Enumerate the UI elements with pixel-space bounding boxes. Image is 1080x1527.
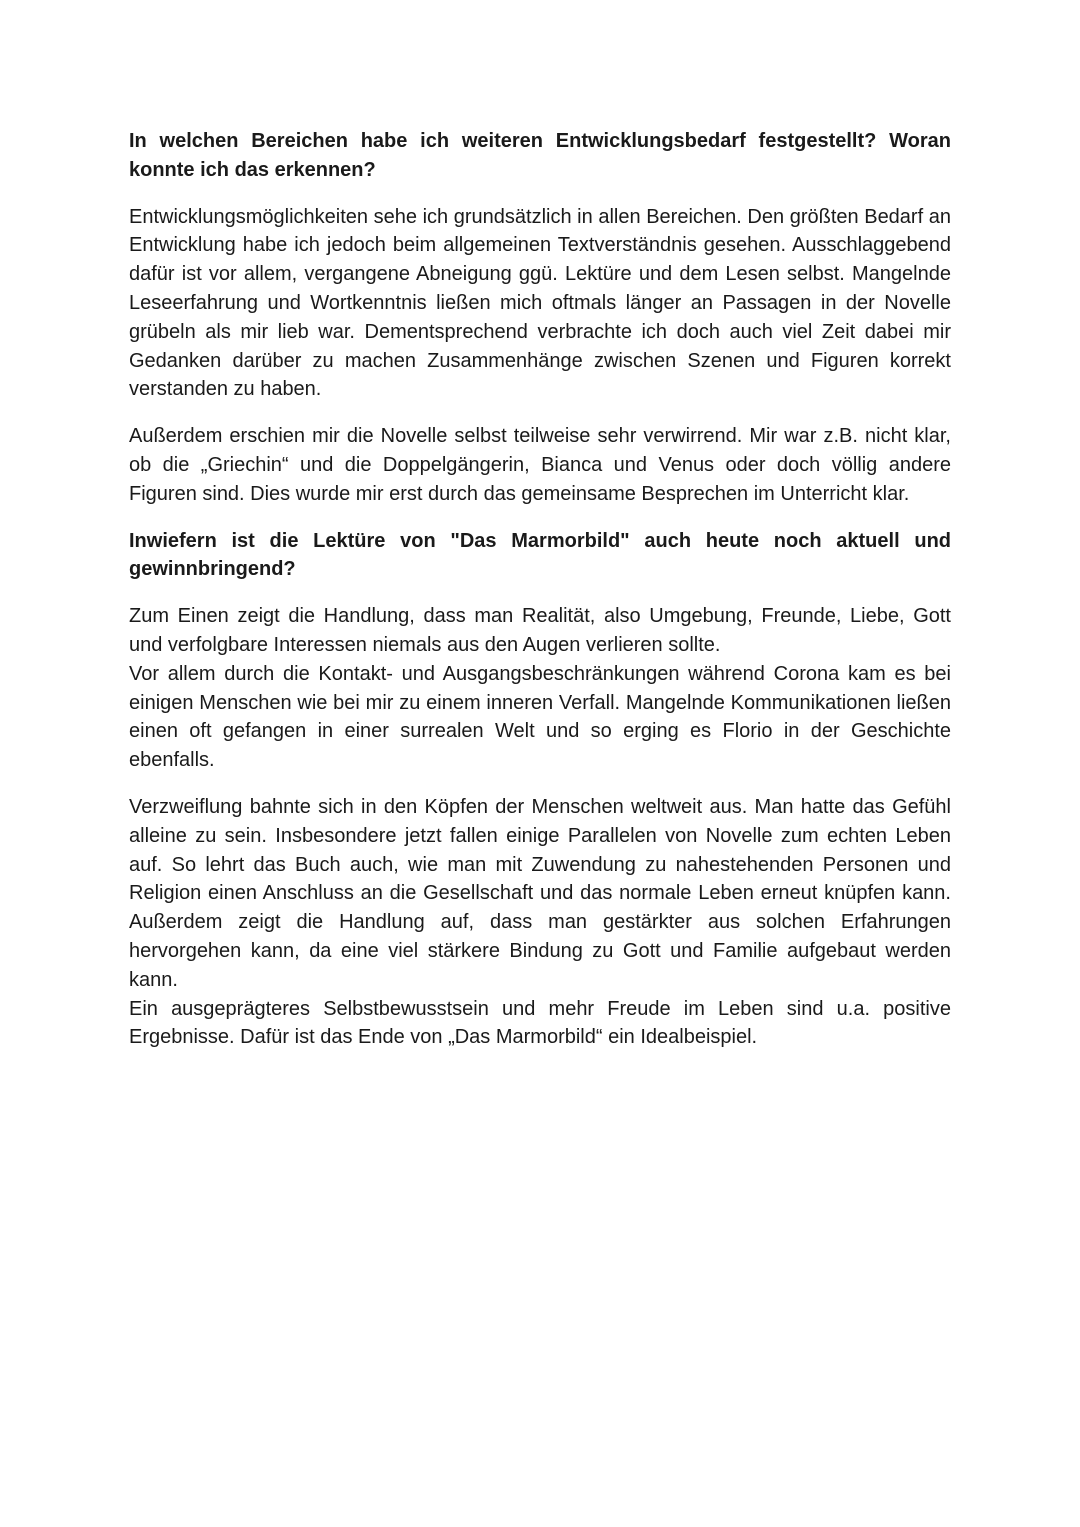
- document-page: [129, 127, 951, 1070]
- section1-paragraph-2: Außerdem erschien mir die Novelle selbst teilweise sehr verwirrend. Mir war z.B. nicht klar, ob die „Griechin“ und die Doppelgängerin, Bianca und Venus oder doch völlig andere Figuren sind. Dies wurde mir erst durch das gemeinsame Besprechen im Unterricht klar.: [129, 425, 951, 505]
- section2-paragraph-1: Zum Einen zeigt die Handlung, dass man Realität, also Umgebung, Freunde, Liebe, Gott und verfolgbare Interessen niemals aus den Augen verlieren sollte.: [129, 605, 951, 656]
- section1-heading: In welchen Bereichen habe ich weiteren Entwicklungsbedarf festgestellt? Woran konnte ich das erkennen?: [129, 130, 951, 181]
- section2-paragraph-3: Verzweiflung bahnte sich in den Köpfen der Menschen weltweit aus. Man hatte das Gefühl alleine zu sein. Insbesondere jetzt fallen einige Parallelen von Novelle zum echten Leben auf. So lehrt das Buch auch, wie man mit Zuwendung zu nahestehenden Personen und Religion einen Anschluss an die Gesellschaft und das normale Leben erneut knüpfen kann. Außerdem zeigt die Handlung auf, dass man gestärkter aus solchen Erfahrungen hervorgehen kann, da eine viel stärkere Bindung zu Gott und Familie aufgebaut werden kann.: [129, 795, 951, 991]
- section2-paragraph-2: Vor allem durch die Kontakt- und Ausgangsbeschränkungen während Corona kam es bei einigen Menschen wie bei mir zu einem inneren Verfall. Mangelnde Kommunikationen ließen einen oft gefangen in einer surrealen Welt und so erging es Florio in der Geschichte ebenfalls.: [129, 662, 951, 772]
- section2-paragraph-4: Ein ausgeprägteres Selbstbewusstsein und mehr Freude im Leben sind u.a. positive Ergebnisse. Dafür ist das Ende von „Das Marmorbild“ ein Idealbeispiel.: [129, 997, 951, 1049]
- section1-paragraph-1: Entwicklungsmöglichkeiten sehe ich grundsätzlich in allen Bereichen. Den größten Bedarf an Entwicklung habe ich jedoch beim allgemeinen Textverständnis gesehen. Ausschlaggebend dafür ist vor allem, vergangene Abneigung ggü. Lektüre und dem Lesen selbst. Mangelnde Leseerfahrung und Wortkenntnis ließen mich oftmals länger an Passagen in der Novelle grübeln als mir lieb war. Dementsprechend verbrachte ich doch auch viel Zeit dabei mir Gedanken darüber zu machen Zusammenhänge zwischen Szenen und Figuren korrekt verstanden zu haben.: [129, 205, 951, 401]
- section2-heading: Inwiefern ist die Lektüre von "Das Marmorbild" auch heute noch aktuell und gewinnbringend?: [129, 529, 951, 581]
